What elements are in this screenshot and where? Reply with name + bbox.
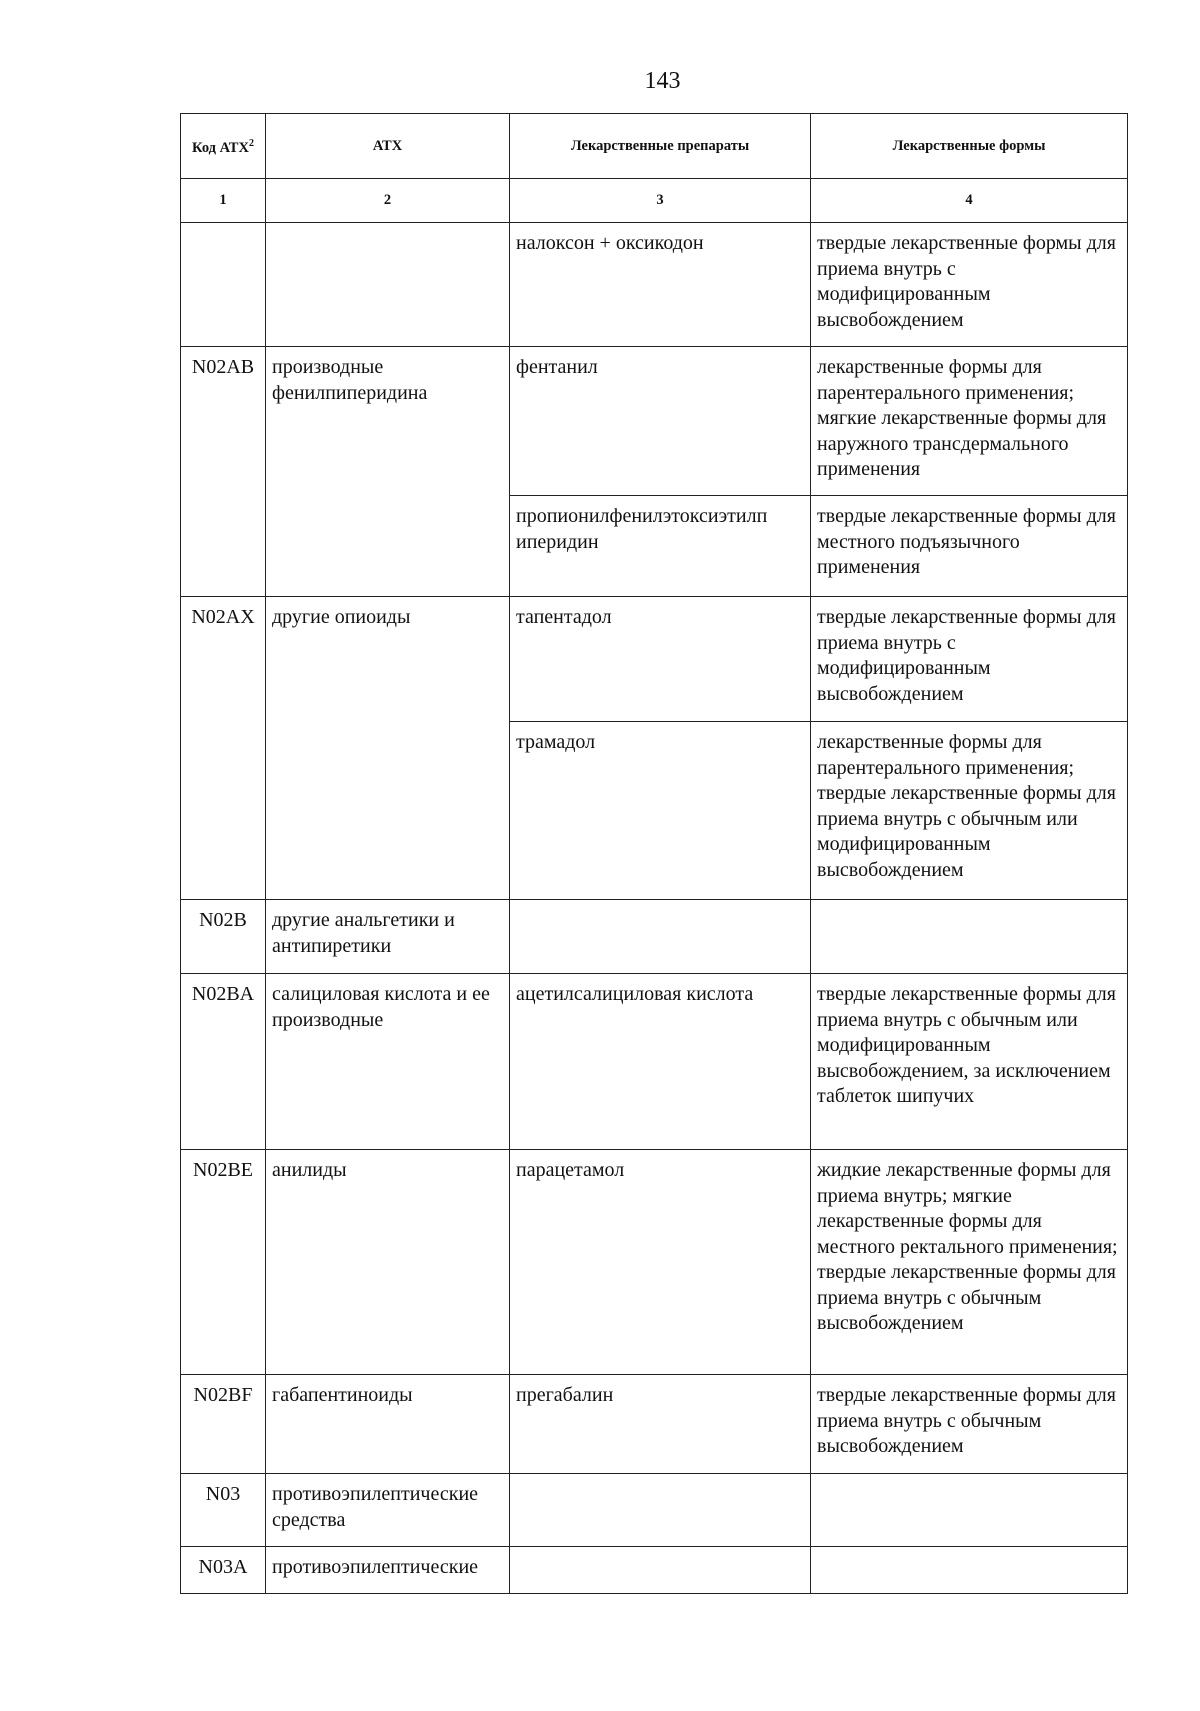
atx-name-cell <box>266 223 510 347</box>
drug-cell: пропионилфенилэтоксиэтилп иперидин <box>510 496 811 597</box>
header-code: Код АТХ$^2$ <box>181 114 266 179</box>
column-number: 2 <box>266 179 510 223</box>
drug-cell: ацетилсалициловая кислота <box>510 974 811 1150</box>
dosage-form-cell: твердые лекарственные формы для приема внутрь с модифицированным высвобождением <box>811 597 1128 722</box>
atx-name-cell: анилиды <box>266 1150 510 1375</box>
drug-cell: налоксон + оксикодон <box>510 223 811 347</box>
dosage-form-cell: жидкие лекарственные формы для приема внутрь; мягкие лекарственные формы для местного ректального применения; твердые лекарственные формы для приема внутрь с обычным высвобождением <box>811 1150 1128 1375</box>
atx-name-cell: другие анальгетики и антипиретики <box>266 900 510 974</box>
atx-code-cell: N02B <box>181 900 266 974</box>
atx-code-cell <box>181 223 266 347</box>
drug-cell: парацетамол <box>510 1150 811 1375</box>
dosage-form-cell: твердые лекарственные формы для приема внутрь с модифицированным высвобождением <box>811 223 1128 347</box>
header-forms: Лекарственные формы <box>811 114 1128 179</box>
atx-name-cell: габапентиноиды <box>266 1375 510 1474</box>
table-row <box>181 1150 1128 1375</box>
atx-code-cell: N02AX <box>181 597 266 900</box>
atx-drug-table <box>180 113 1128 1594</box>
table-row <box>181 1547 1128 1594</box>
atx-code-cell: N02AB <box>181 347 266 597</box>
drug-cell <box>510 1547 811 1594</box>
column-number: 4 <box>811 179 1128 223</box>
dosage-form-cell <box>811 1547 1128 1594</box>
atx-code-cell: N03A <box>181 1547 266 1594</box>
drug-cell: тапентадол <box>510 597 811 722</box>
drug-cell: трамадол <box>510 722 811 900</box>
page-number: 143 <box>644 68 681 94</box>
table-row <box>181 223 1128 347</box>
drug-cell: фентанил <box>510 347 811 496</box>
table-row <box>181 347 1128 496</box>
dosage-form-cell: твердые лекарственные формы для приема внутрь с обычным или модифицированным высвобождением, за исключением таблеток шипучих <box>811 974 1128 1150</box>
atx-name-cell: салициловая кислота и ее производные <box>266 974 510 1150</box>
drug-cell <box>510 1474 811 1547</box>
drug-cell: прегабалин <box>510 1375 811 1474</box>
dosage-form-cell: лекарственные формы для парентерального применения; твердые лекарственные формы для приема внутрь с обычным или модифицированным высвобождением <box>811 722 1128 900</box>
dosage-form-cell: твердые лекарственные формы для местного подъязычного применения <box>811 496 1128 597</box>
atx-code-cell: N02BE <box>181 1150 266 1375</box>
drug-cell <box>510 900 811 974</box>
atx-name-cell: противоэпилептические средства <box>266 1474 510 1547</box>
atx-code-cell: N02BF <box>181 1375 266 1474</box>
atx-name-cell: противоэпилептические <box>266 1547 510 1594</box>
header-atx: АТХ <box>266 114 510 179</box>
atx-code-cell: N03 <box>181 1474 266 1547</box>
table-row <box>181 1375 1128 1474</box>
atx-code-cell: N02BA <box>181 974 266 1150</box>
column-number: 1 <box>181 179 266 223</box>
dosage-form-cell: твердые лекарственные формы для приема внутрь с обычным высвобождением <box>811 1375 1128 1474</box>
dosage-form-cell <box>811 900 1128 974</box>
table-row <box>181 1474 1128 1547</box>
dosage-form-cell <box>811 1474 1128 1547</box>
column-number: 3 <box>510 179 811 223</box>
dosage-form-cell: лекарственные формы для парентерального применения; мягкие лекарственные формы для наружного трансдермального применения <box>811 347 1128 496</box>
table-row <box>181 597 1128 722</box>
atx-name-cell: другие опиоиды <box>266 597 510 900</box>
atx-name-cell: производные фенилпиперидина <box>266 347 510 597</box>
header-drugs: Лекарственные препараты <box>510 114 811 179</box>
table-row <box>181 974 1128 1150</box>
table-row <box>181 900 1128 974</box>
